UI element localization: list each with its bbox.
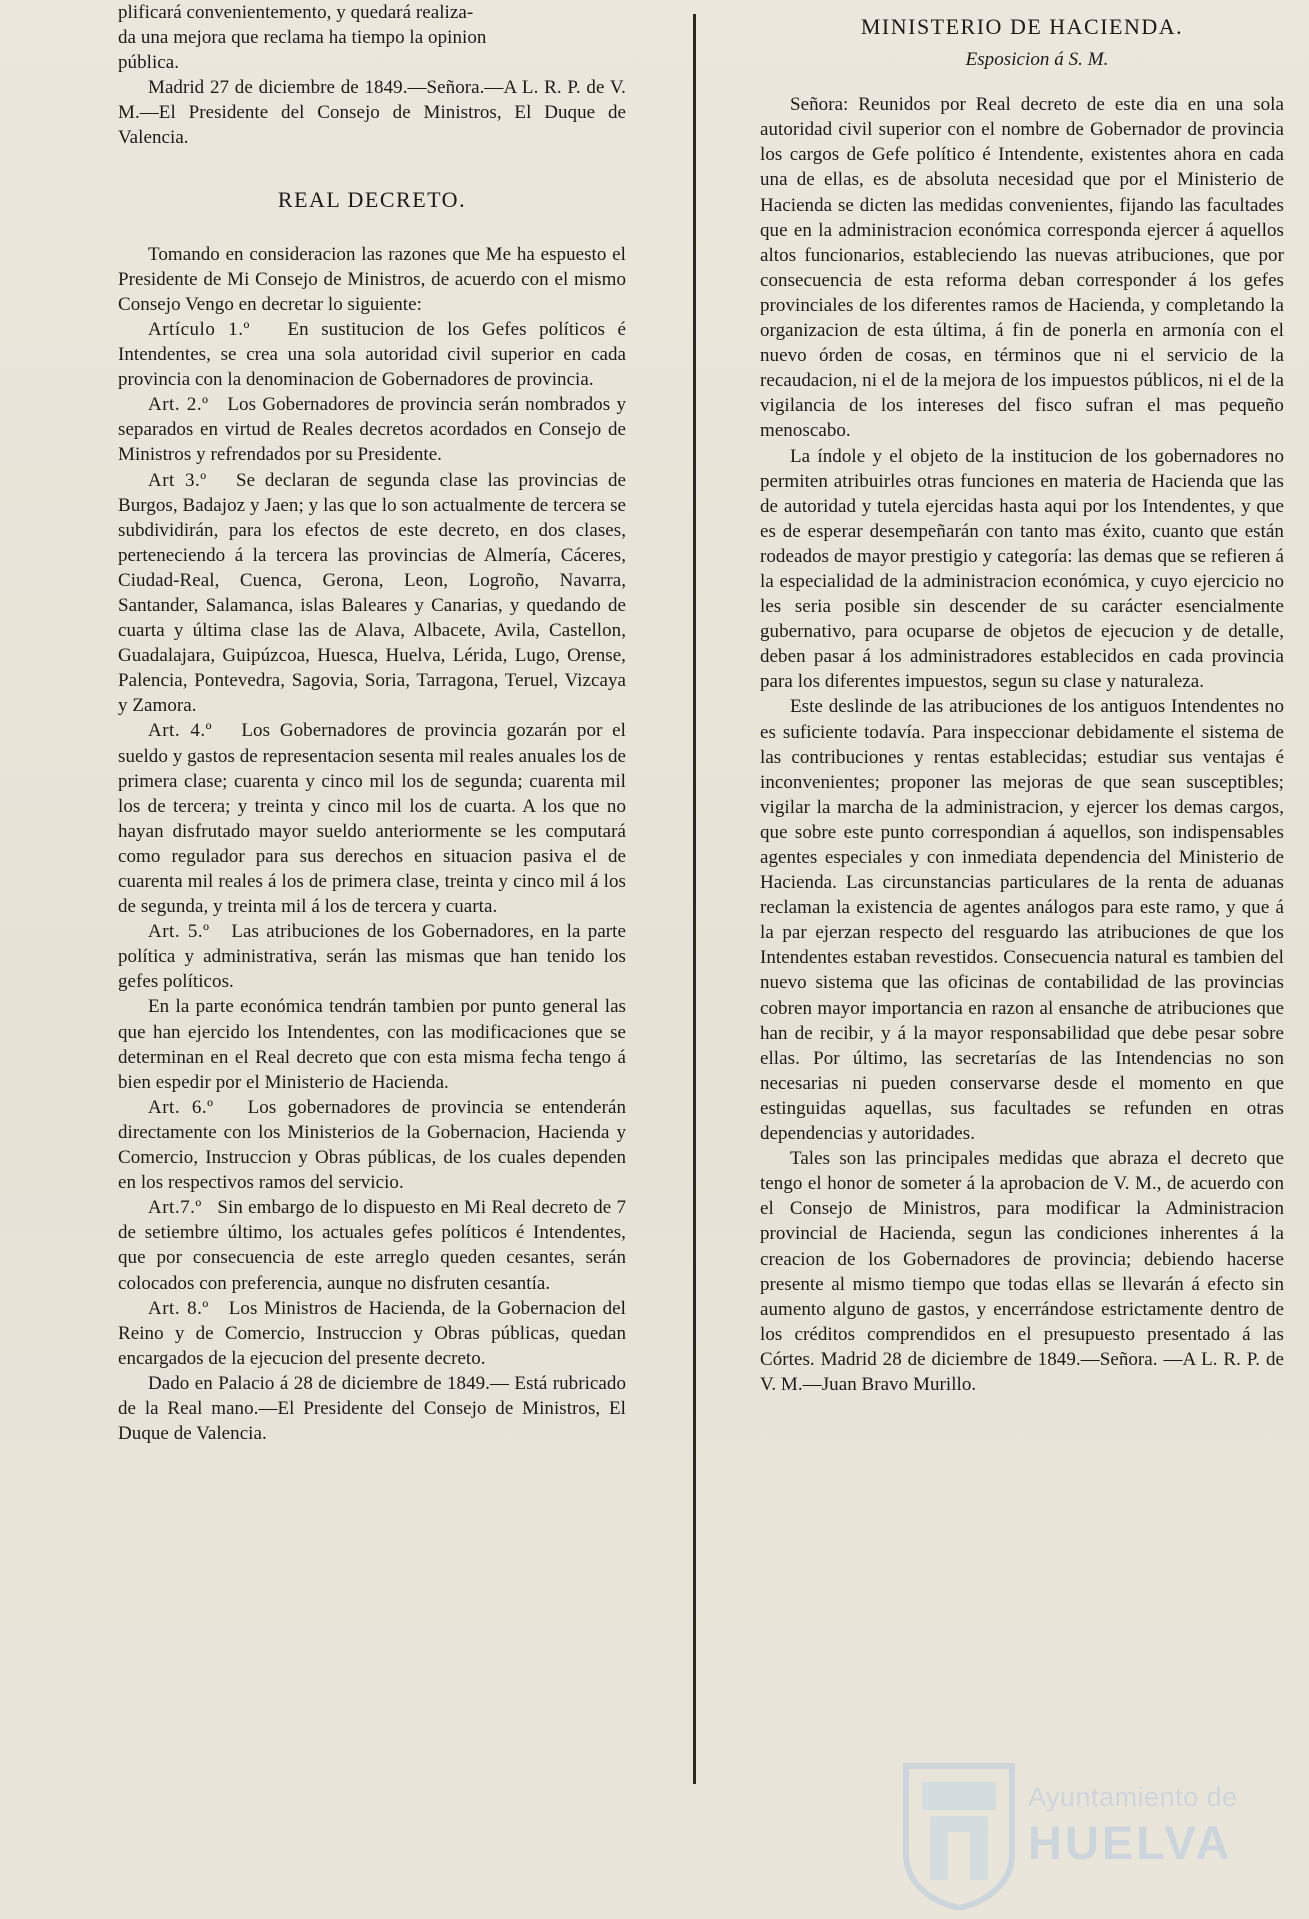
- article-5-label: Art. 5.º: [148, 921, 210, 943]
- ayuntamiento-watermark: [900, 1762, 1260, 1912]
- watermark-line-2: HUELVA: [1028, 1816, 1233, 1869]
- article-5-continued: En la parte económica tendrán tambien por punto general las que han ejercido los Intendentes, con las modificaciones que se determinan en el Real decreto que con esta misma fecha tengo á bien espedir por el Ministerio de Hacienda.: [118, 996, 626, 1093]
- article-1-label: Artículo 1.º: [148, 318, 250, 340]
- exposition-paragraph-4: Tales son las principales medidas que abraza el decreto que tengo el honor de someter á la aprobacion de V. M., de acuerdo con el Consejo de Ministros, para modificar la Administracion provincial de Hacienda, segun las condiciones inherentes á la creacion de los Gobernadores de provincia; debiendo hacerse presente al mismo tiempo que todas ellas se llevarán á efecto sin aumento alguno de gastos, y encerrándose estrictamente dentro de los créditos comprendidos en el presupuesto presentado á las Córtes. Madrid 28 de diciembre de 1849.—Señora. —A L. R. P. de V. M.—Juan Bravo Murillo.: [760, 1148, 1284, 1395]
- left-column: [118, 0, 626, 1446]
- article-7-text: Sin embargo de lo dispuesto en Mi Real decreto de 7 de setiembre último, los actuales gefes políticos é Intendentes, que por consecuencia de este arreglo queden cesantes, serán colocados con preferencia, aunque no disfruten cesantía.: [118, 1197, 627, 1294]
- city-shield-icon: [900, 1762, 1018, 1910]
- watermark-line-1: Ayuntamiento de: [1028, 1782, 1238, 1812]
- ministry-subtitle: Esposicion á S. M.: [965, 49, 1109, 71]
- right-column: [760, 0, 1284, 1397]
- article-6: [118, 1095, 626, 1195]
- watermark-text: [1028, 1782, 1238, 1870]
- decree-title: REAL DECRETO.: [277, 186, 467, 212]
- closing-line: Dado en Palacio á 28 de diciembre de 1849.— Está rubricado de la Real mano.—El Presidente del Consejo de Ministros, El Duque de Valencia.: [118, 1372, 626, 1445]
- article-8-text: Los Ministros de Hacienda, de la Gobernacion del Reino y de Comercio, Instruccion y Obras públicas, quedan encargados de la ejecucion del presente decreto.: [118, 1297, 626, 1369]
- article-6-text: Los gobernadores de provincia se entenderán directamente con los Ministerios de la Gobernacion, Hacienda y Comercio, Instruccion y Obras públicas, de los cuales dependen en los respectivos ramos del servicio.: [118, 1096, 626, 1194]
- exposition-paragraph-3: Este deslinde de las atribuciones de los antiguos Intendentes no es suficiente todavía. Para inspeccionar debidamente el sistema de las contribuciones y rentas establecidas; estudiar sus ventajas é inconvenientes; proponer las mejoras de que sean susceptibles; vigilar la marcha de la administracion, y ejercer los demas cargos, que sobre este punto correspondian á aquellos, son indispensables agentes especiales y con inmediata dependencia del Ministerio de Hacienda. Las circunstancias particulares de la renta de aduanas reclaman la existencia de agentes análogos para este ramo, y que á la par ejerzan respecto del resguardo las atribuciones de que los Intendentes estaban revestidos. Consecuencia natural es tambien del nuevo sistema que las oficinas de contabilidad de las provincias cobren mayor importancia en razon al ensanche de atribuciones que han de recibir, y á la mayor responsabilidad que debe pesar sobre ellas. Por último, las secretarías de las Intendencias no son necesarias ni pueden conservarse desde el momento en que estinguidas aquellas, sus facultades se refunden en otras dependencias y autoridades.: [760, 696, 1284, 1145]
- article-2-label: Art. 2.º: [148, 394, 209, 416]
- article-3: [118, 468, 626, 719]
- ministry-title: MINISTERIO DE HACIENDA.: [860, 14, 1184, 39]
- preamble: Tomando en consideracion las razones que Me ha espuesto el Presidente de Mi Consejo de Ministros, de acuerdo con el mismo Consejo Vengo en decretar lo siguiente:: [118, 243, 626, 315]
- article-5: [118, 919, 626, 994]
- article-5-text: Las atribuciones de los Gobernadores, en la parte política y administrativa, serán las mismas que han tenido los gefes políticos.: [118, 921, 626, 993]
- signature-line: Madrid 27 de diciembre de 1849.—Señora.—A L. R. P. de V. M.—El Presidente del Consejo de Ministros, El Duque de Valencia.: [118, 77, 626, 149]
- exposition-paragraph-2: La índole y el objeto de la institucion de los gobernadores no permiten atribuirles otras funciones en materia de Hacienda que las de autoridad y tutela ejercidas hasta aqui por los Intendentes, y que es de esperar desempeñarán con tanto mas éxito, cuanto que están rodeados de mayor prestigio y categoría: las demas que se refieren á la especialidad de la administracion económica, y cuyo ejercicio no les seria posible sin descender de su carácter esencialmente gubernativo, para ocuparse de objetos de ejecucion y de detalle, deben pasar á los administradores establecidos en cada provincia para los diferentes impuestos, segun su clase y naturaleza.: [760, 445, 1284, 693]
- article-3-label: Art 3.º: [148, 469, 207, 491]
- article-7-label: Art.7.º: [148, 1197, 202, 1219]
- article-6-label: Art. 6.º: [148, 1096, 214, 1118]
- article-4-text: Los Gobernadores de provincia gozarán por el sueldo y gastos de representacion sesenta mil reales anuales los de primera clase; cuarenta y cinco mil los de segunda; cuarenta mil los de tercera; y treinta y cinco mil los de cuarta. A los que no hayan disfrutado mayor sueldo anteriormente se les computará como regulador para sus derechos en situacion pasiva el de cuarenta mil reales á los de primera clase, treinta y cinco mil á los de segunda, y treinta mil á los de tercera y cuarta.: [118, 720, 626, 918]
- article-3-text: Se declaran de segunda clase las provincias de Burgos, Badajoz y Jaen; y las que lo son actualmente de tercera se subdividirán, para los efectos de este decreto, en dos clases, perteneciendo á la tercera las provincias de Almería, Cáceres, Ciudad-Real, Cuenca, Gerona, Leon, Logroño, Navarra, Santander, Salamanca, islas Baleares y Canarias, y quedando de cuarta y última clase las de Alava, Albacete, Avila, Castellon, Guadalajara, Guipúzcoa, Huesca, Huelva, Lérida, Lugo, Orense, Palencia, Pontevedra, Sagovia, Soria, Tarragona, Teruel, Vizcaya y Zamora.: [118, 469, 626, 717]
- intro-line-3: pública.: [118, 52, 180, 74]
- article-8: [118, 1296, 626, 1371]
- column-divider: [693, 14, 696, 1784]
- article-2: [118, 392, 626, 467]
- exposition-paragraph-1: Señora: Reunidos por Real decreto de este dia en una sola autoridad civil superior con el nombre de Gobernador de provincia los cargos de Gefe político é Intendente, existentes ahora en cada una de ellas, es de absoluta necesidad que por el Ministerio de Hacienda se dicten las medidas convenientes, fijando las facultades que en la administracion económica corresponda ejercer á aquellos altos funcionarios, estableciendo las nuevas atribuciones, que por consecuencia de esta reforma deban corresponder á los gefes provinciales de los diferentes ramos de Hacienda, y completando la organizacion de esta última, á fin de ponerla en armonía con el nuevo órden de cosas, en términos que ni el servicio de la recaudacion, ni el de la mejora de los impuestos públicos, ni el de la vigilancia de los intereses del fisco sufran el mas pequeño menoscabo.: [760, 94, 1284, 442]
- article-7: [118, 1195, 626, 1295]
- intro-line-1: plificará convenientemento, y quedará realiza-: [118, 2, 474, 23]
- article-4-label: Art. 4.º: [148, 720, 212, 742]
- article-1-text: En sustitucion de los Gefes políticos é Intendentes, se crea una sola autoridad civil superior en cada provincia con la denominacion de Gobernadores de provincia.: [118, 318, 626, 391]
- intro-line-2: da una mejora que reclama ha tiempo la opinion: [118, 27, 487, 49]
- article-4: [118, 718, 626, 919]
- article-2-text: Los Gobernadores de provincia serán nombrados y separados en virtud de Reales decretos acordados en Consejo de Ministros y refrendados por su Presidente.: [118, 394, 626, 466]
- article-1: [118, 317, 626, 392]
- article-8-label: Art. 8.º: [148, 1297, 209, 1319]
